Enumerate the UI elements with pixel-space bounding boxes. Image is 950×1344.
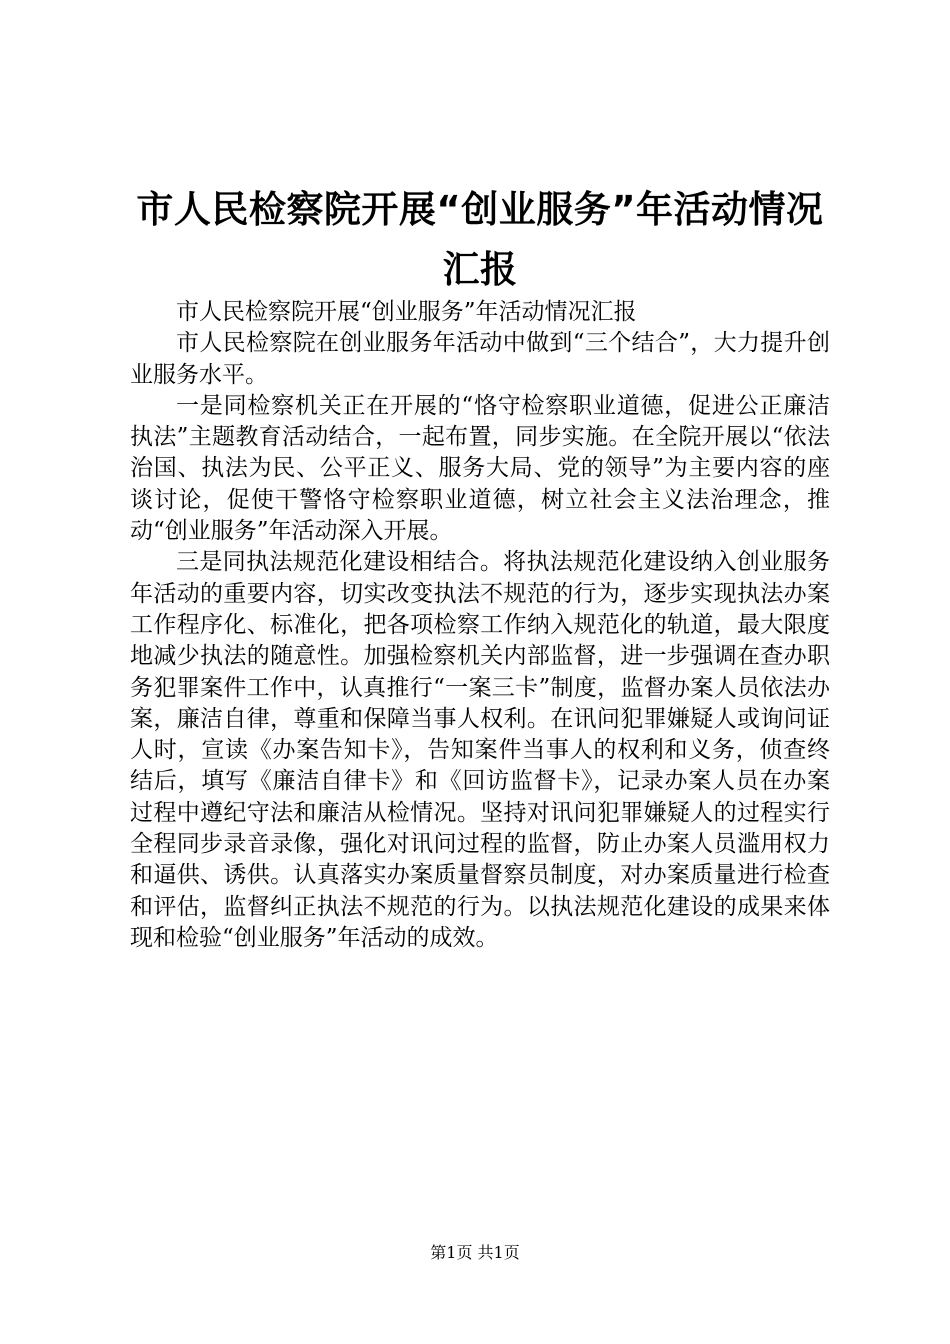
paragraph: 市人民检察院开展“创业服务”年活动情况汇报 [176, 299, 637, 325]
document-title: 市人民检察院开展“创业服务”年活动情况汇报 [136, 188, 824, 291]
page-footer: 第1页 共1页 [430, 1243, 520, 1262]
document-body [130, 297, 830, 954]
paragraph: 市人民检察院在创业服务年活动中做到“三个结合”，大力提升创业服务水平。 [130, 330, 830, 388]
paragraph: 三是同执法规范化建设相结合。将执法规范化建设纳入创业服务年活动的重要内容，切实改变执法不规范的行为，逐步实现执法办案工作程序化、标准化，把各项检察工作纳入规范化的轨道，最大限度地减少执法的随意性。加强检察机关内部监督，进一步强调在查办职务犯罪案件工作中，认真推行“一案三卡”制度，监督办案人员依法办案，廉洁自律，尊重和保障当事人权利。在讯问犯罪嫌疑人或询问证人时，宣读《办案告知卡》，告知案件当事人的权利和义务，侦查终结后，填写《廉洁自律卡》和《回访监督卡》，记录办案人员在办案过程中遵纪守法和廉洁从检情况。坚持对讯问犯罪嫌疑人的过程实行全程同步录音录像，强化对讯问过程的监督，防止办案人员滥用权力和逼供、诱供。认真落实办案质量督察员制度，对办案质量进行检查和评估，监督纠正执法不规范的行为。以执法规范化建设的成果来体现和检验“创业服务”年活动的成效。 [130, 549, 830, 951]
paragraph: 一是同检察机关正在开展的“恪守检察职业道德，促进公正廉洁执法”主题教育活动结合，一起布置，同步实施。在全院开展以“依法治国、执法为民、公平正义、服务大局、党的领导”为主要内容的座谈讨论，促使干警恪守检察职业道德，树立社会主义法治理念，推动“创业服务”年活动深入开展。 [130, 392, 830, 545]
